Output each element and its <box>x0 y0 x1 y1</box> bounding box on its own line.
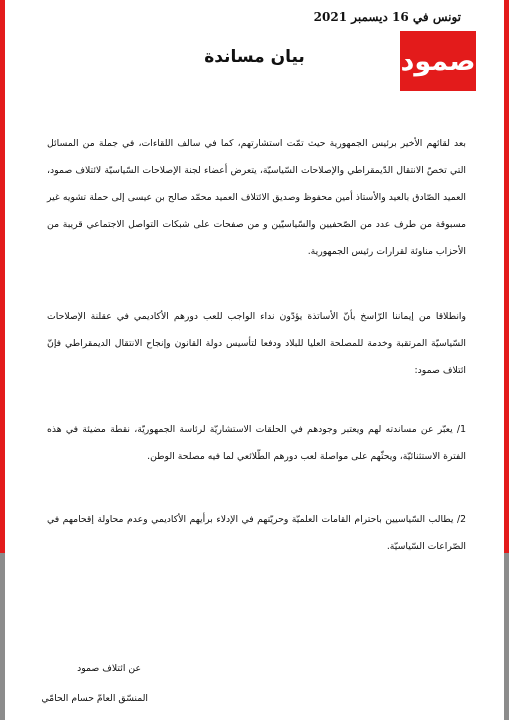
signature-coordinator: المنسّق العامّ حسام الحامّي <box>41 693 148 704</box>
left-border <box>0 0 5 720</box>
statement-body <box>47 130 466 560</box>
logo-text: صمود <box>400 45 476 77</box>
page-title: بيان مساندة <box>204 47 305 67</box>
paragraph-point-1: 1/ يعبّر عن مساندته لهم ويعتبر وجودهم في الحلقات الاستشاريّة لرئاسة الجمهوريّة، نقطة مضيئة في هذه الفترة الاستثنائيّة، ويحثّهم على مواصلة لعب دورهم الطّلائعي لما فيه مصلحة الوطن. <box>47 424 466 462</box>
paragraph-point-2: 2/ يطالب السّياسيين باحترام القامات العلميّة وحريّتهم في الإدلاء برأيهم الأكاديمي وعدم محاولة إقحامهم في الصّراعات السّياسيّة. <box>47 514 466 552</box>
paragraph-intro: بعد لقائهم الأخير برئيس الجمهورية حيث تمّت استشارتهم، كما في سالف اللقاءات، في جملة من المسائل التي تخصّ الانتقال الدّيمقراطي والإصلاحات السّياسيّة، يتعرض أعضاء لجنة الإصلاحات السّياسيّة لائتلاف صمود، العميد الصّادق بالعيد والأستاذ أمين محفوظ وصديق الائتلاف العميد محمّد صالح بن عيسى إلى حملة تشويه غير مسبوقة من طرف عدد من الصّحفيين والسّياسيّين و من صفحات على شبكات التواصل الاجتماعي قريبة من الأحزاب مناوئة لقرارات رئيس الجمهورية. <box>47 138 466 257</box>
left-border-red <box>0 0 5 553</box>
right-border-gray <box>504 553 509 720</box>
right-border-red <box>504 0 509 553</box>
signature-org: عن ائتلاف صمود <box>77 663 141 674</box>
left-border-gray <box>0 553 5 720</box>
paragraph-position: وانطلاقا من إيماننا الرّاسخ بأنّ الأساتذة يؤدّون نداء الواجب للعب دورهم الأكاديمي في عقلنة الإصلاحات السّياسيّة المرتقبة وخدمة للمصلحة العليا للبلاد ودفعا لتأسيس دولة القانون وإنجاح الانتقال الديمقراطي فإنّ ائتلاف صمود: <box>47 311 466 376</box>
document-date: تونس في 16 ديسمبر 2021 <box>313 10 461 24</box>
right-border <box>504 0 509 720</box>
